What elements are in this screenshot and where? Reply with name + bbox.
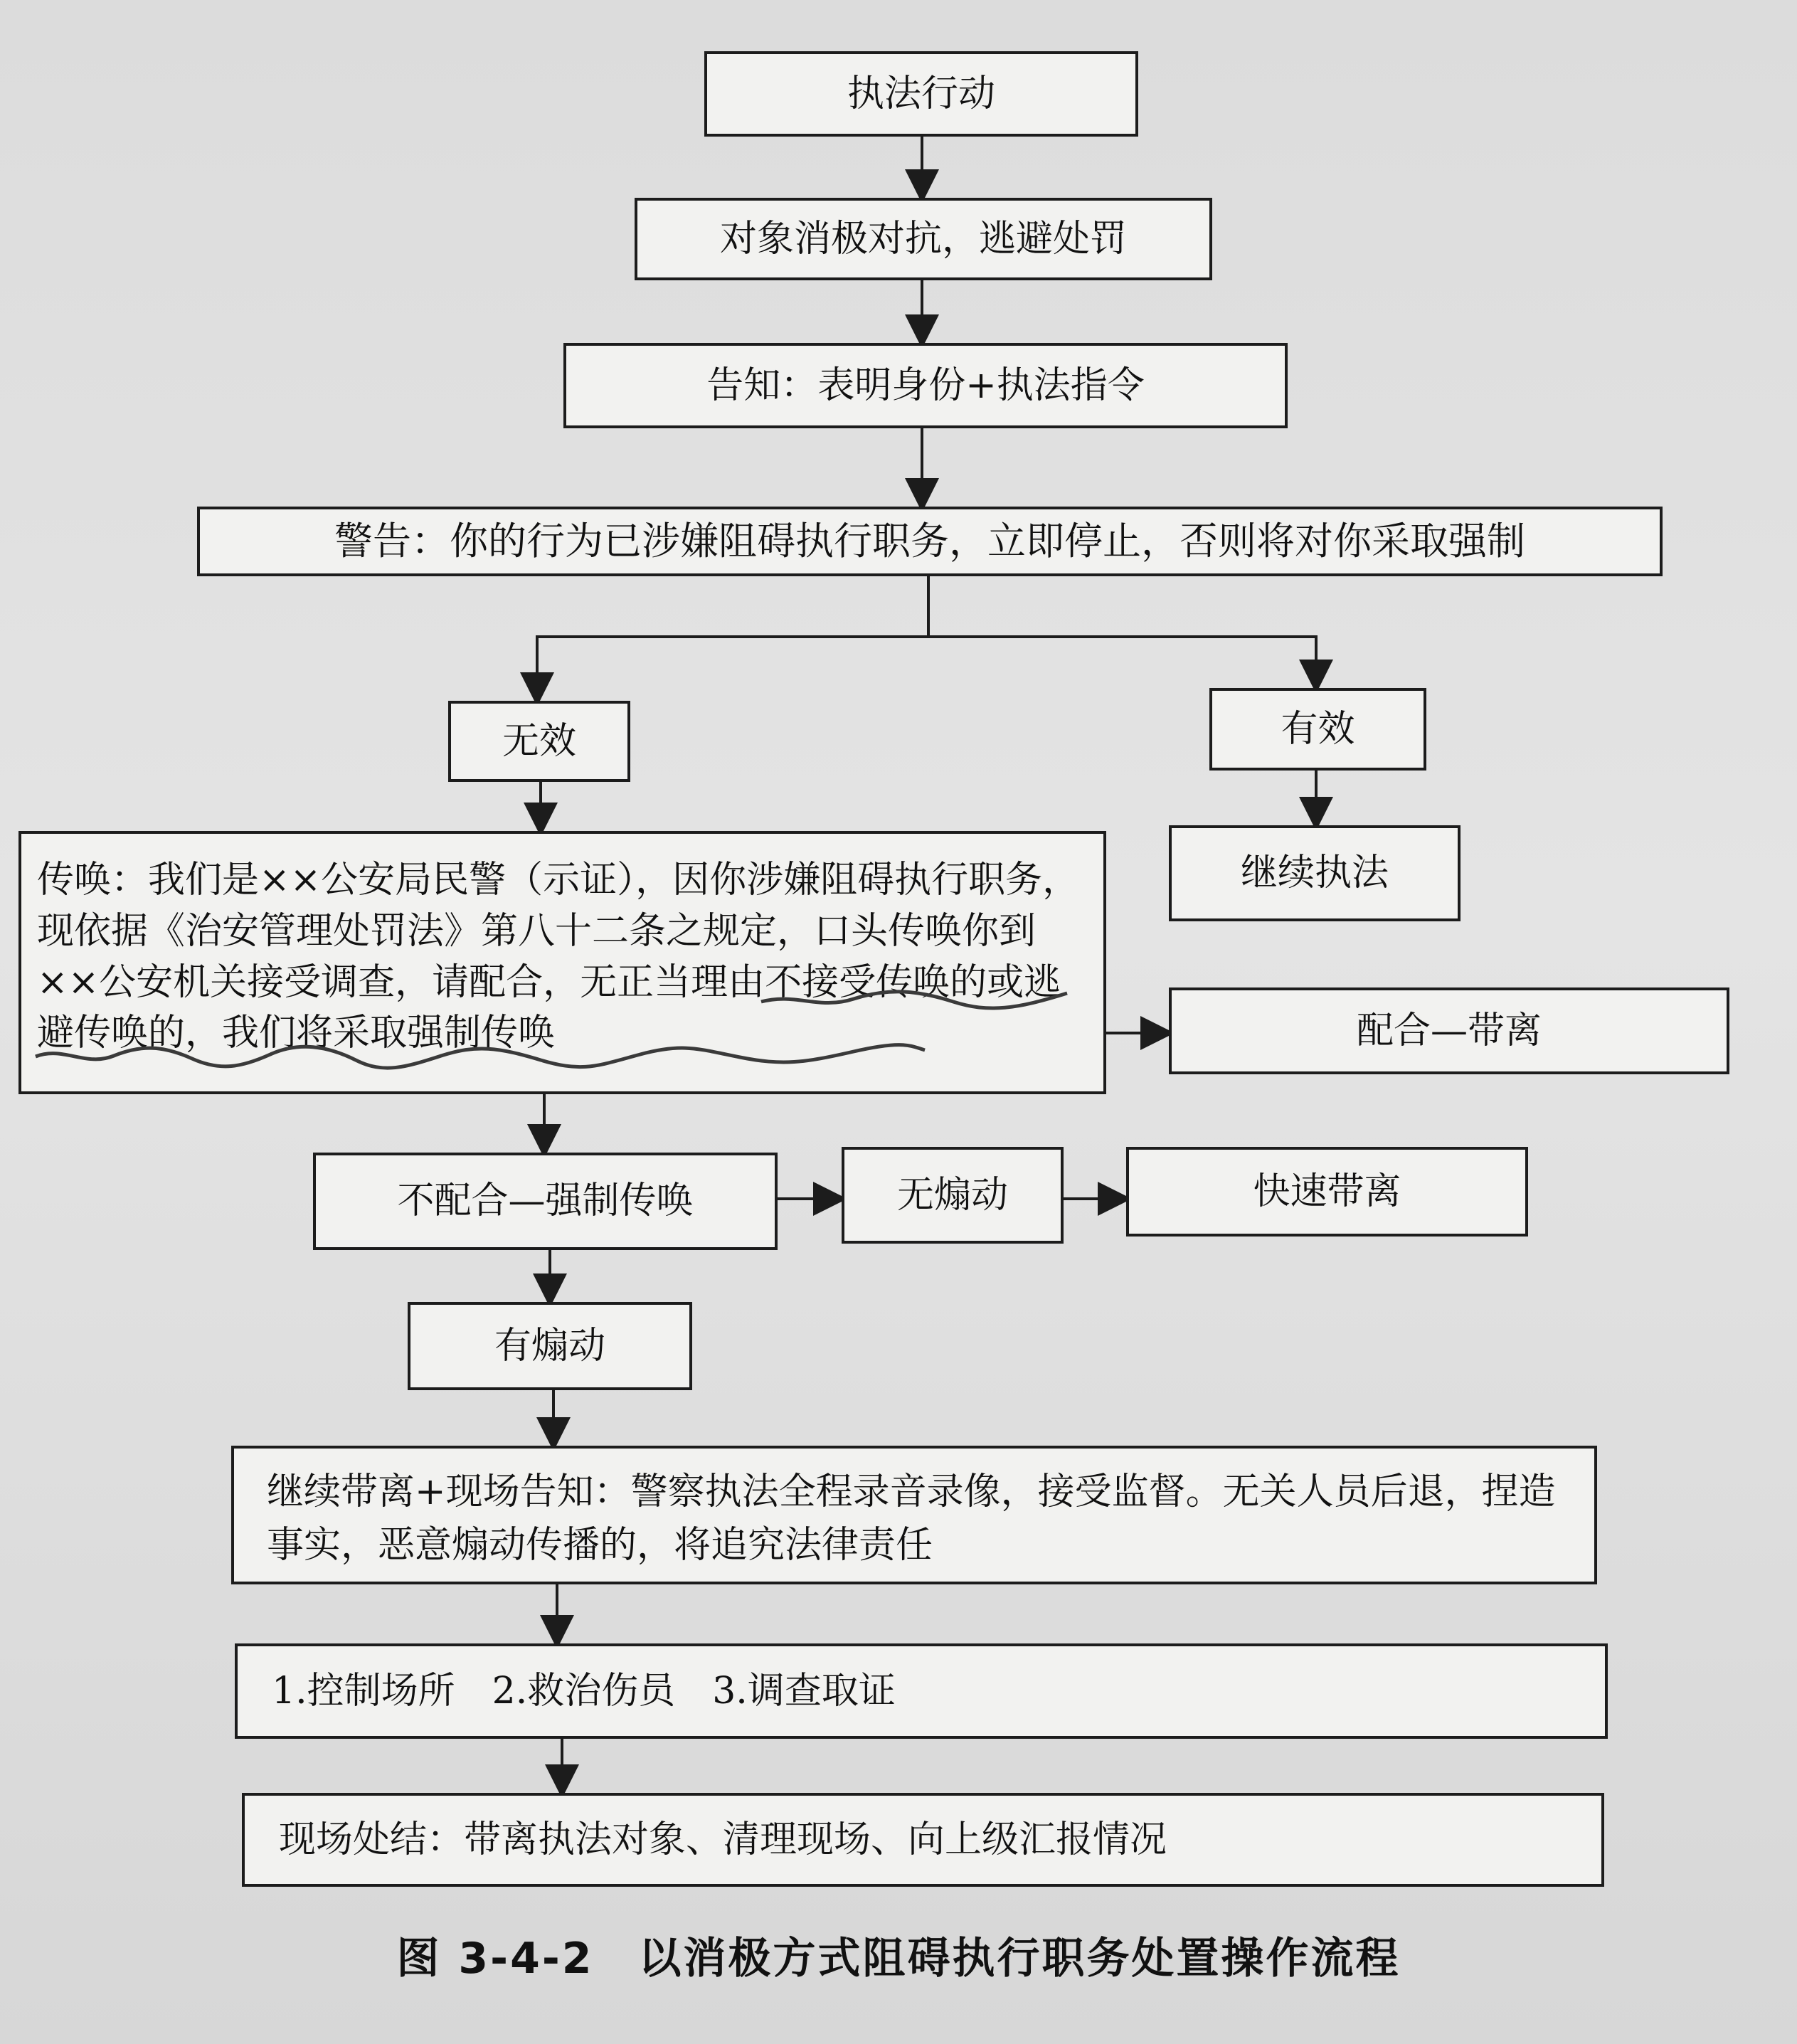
node-start: 执法行动 <box>704 51 1138 137</box>
node-resist: 对象消极对抗，逃避处罚 <box>635 198 1212 280</box>
node-conclude: 现场处结：带离执法对象、清理现场、向上级汇报情况 <box>242 1793 1604 1887</box>
node-summon: 传唤：我们是××公安局民警（示证），因你涉嫌阻碍执行职务，现依据《治安管理处罚法》第八十二条之规定，口头传唤你到××公安机关接受调查，请配合，无正当理由不接受传唤的或逃避传唤的，我们将采取强制传唤 <box>18 831 1106 1094</box>
node-valid: 有效 <box>1209 688 1426 771</box>
node-invalid: 无效 <box>448 701 630 782</box>
node-cooperate: 配合—带离 <box>1169 987 1729 1074</box>
node-noncooperate: 不配合—强制传唤 <box>313 1153 778 1250</box>
node-quick-leave: 快速带离 <box>1126 1147 1528 1237</box>
node-incite: 有煽动 <box>408 1302 692 1390</box>
node-control: 1.控制场所 2.救治伤员 3.调查取证 <box>235 1643 1608 1739</box>
node-continue-leave: 继续带离+现场告知：警察执法全程录音录像，接受监督。无关人员后退，捏造事实，恶意煽动传播的，将追究法律责任 <box>231 1446 1597 1584</box>
node-continue: 继续执法 <box>1169 825 1461 921</box>
node-inform: 告知：表明身份+执法指令 <box>563 343 1288 428</box>
figure-caption: 图 3-4-2 以消极方式阻碍执行职务处置操作流程 <box>396 1934 1401 1984</box>
node-no-incite: 无煽动 <box>842 1147 1064 1244</box>
node-warn: 警告：你的行为已涉嫌阻碍执行职务，立即停止，否则将对你采取强制 <box>197 507 1663 576</box>
